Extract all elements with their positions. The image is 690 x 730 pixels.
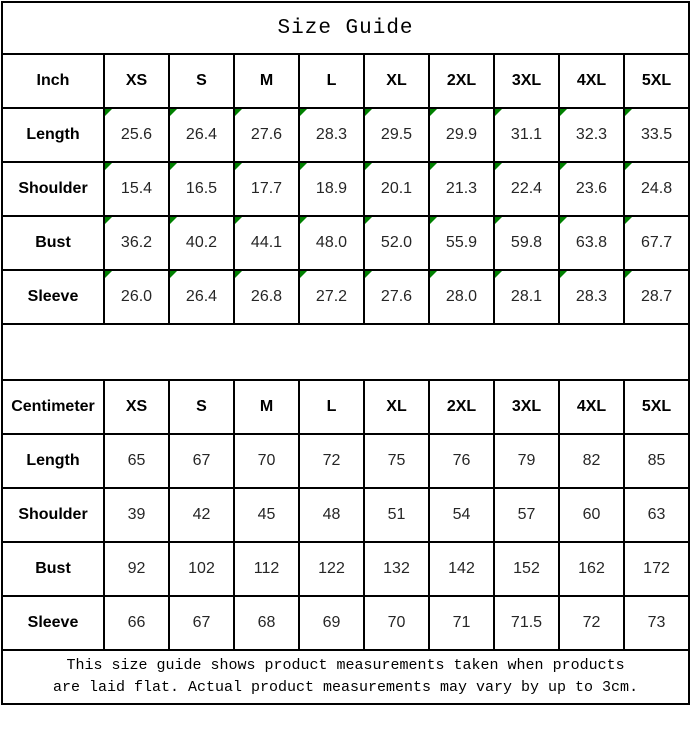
cell-corner-marker-icon [365, 163, 372, 170]
cm_table-value-shoulder-2xl: 54 [429, 488, 494, 542]
cm_table-value-length-xs: 65 [104, 434, 169, 488]
inch_table-size-header-l: L [299, 54, 364, 108]
inch_table-row-sleeve [2, 270, 689, 324]
inch_table-value-bust-xl: 52.0 [364, 216, 429, 270]
inch_table-size-header-xl: XL [364, 54, 429, 108]
cm_table-value-sleeve-xl: 70 [364, 596, 429, 650]
inch_table-value-length-l: 28.3 [299, 108, 364, 162]
inch_table-row-bust [2, 216, 689, 270]
cm_table-value-sleeve-m: 68 [234, 596, 299, 650]
footer-note [2, 650, 689, 704]
cm_table-value-length-l: 72 [299, 434, 364, 488]
inch_table-label-sleeve: Sleeve [2, 270, 104, 324]
cell-corner-marker-icon [170, 271, 177, 278]
cm_table-value-bust-s: 102 [169, 542, 234, 596]
inch_table-value-shoulder-2xl: 21.3 [429, 162, 494, 216]
inch_table-value-shoulder-xl: 20.1 [364, 162, 429, 216]
inch_table-header-row [2, 54, 689, 108]
cell-corner-marker-icon [625, 217, 632, 224]
cell-corner-marker-icon [235, 217, 242, 224]
cell-corner-marker-icon [365, 217, 372, 224]
size-guide-table [1, 1, 690, 705]
inch_table-size-header-4xl: 4XL [559, 54, 624, 108]
inch_table-value-bust-s: 40.2 [169, 216, 234, 270]
inch_table-value-length-m: 27.6 [234, 108, 299, 162]
inch_table-size-header-s: S [169, 54, 234, 108]
cell-corner-marker-icon [430, 163, 437, 170]
inch_table-value-shoulder-xs: 15.4 [104, 162, 169, 216]
inch_table-value-shoulder-s: 16.5 [169, 162, 234, 216]
inch_table-value-sleeve-2xl: 28.0 [429, 270, 494, 324]
cm_table-row-shoulder [2, 488, 689, 542]
cell-corner-marker-icon [365, 109, 372, 116]
inch_table-size-header-5xl: 5XL [624, 54, 689, 108]
cm_table-value-bust-2xl: 142 [429, 542, 494, 596]
cm_table-unit-header: Centimeter [2, 380, 104, 434]
cm_table-row-sleeve [2, 596, 689, 650]
inch_table-size-header-2xl: 2XL [429, 54, 494, 108]
cell-corner-marker-icon [625, 271, 632, 278]
inch_table-value-bust-xs: 36.2 [104, 216, 169, 270]
inch_table-value-sleeve-3xl: 28.1 [494, 270, 559, 324]
cm_table-value-sleeve-l: 69 [299, 596, 364, 650]
cm_table-value-shoulder-s: 42 [169, 488, 234, 542]
inch_table-value-shoulder-5xl: 24.8 [624, 162, 689, 216]
cm_table-value-shoulder-5xl: 63 [624, 488, 689, 542]
cm_table-value-shoulder-l: 48 [299, 488, 364, 542]
cell-corner-marker-icon [365, 271, 372, 278]
footer-row [2, 650, 689, 704]
inch_table-unit-header: Inch [2, 54, 104, 108]
cell-corner-marker-icon [495, 109, 502, 116]
cm_table-value-bust-xs: 92 [104, 542, 169, 596]
spacer-row [2, 324, 689, 380]
inch_table-value-sleeve-xs: 26.0 [104, 270, 169, 324]
cm_table-size-header-3xl: 3XL [494, 380, 559, 434]
cm_table-value-length-m: 70 [234, 434, 299, 488]
title-row [2, 2, 689, 54]
cell-corner-marker-icon [430, 109, 437, 116]
footer-note-line1: This size guide shows product measurements taken when products [66, 657, 625, 675]
cell-corner-marker-icon [170, 217, 177, 224]
cm_table-value-sleeve-s: 67 [169, 596, 234, 650]
inch_table-value-length-3xl: 31.1 [494, 108, 559, 162]
inch_table-value-length-2xl: 29.9 [429, 108, 494, 162]
cell-corner-marker-icon [235, 109, 242, 116]
cell-corner-marker-icon [560, 271, 567, 278]
cm_table-value-bust-3xl: 152 [494, 542, 559, 596]
cell-corner-marker-icon [105, 217, 112, 224]
inch_table-value-bust-2xl: 55.9 [429, 216, 494, 270]
cell-corner-marker-icon [560, 217, 567, 224]
inch_table-size-header-3xl: 3XL [494, 54, 559, 108]
cm_table-size-header-m: M [234, 380, 299, 434]
footer-note-line2: are laid flat. Actual product measurements may vary by up to 3cm. [52, 679, 639, 696]
cm_table-value-shoulder-4xl: 60 [559, 488, 624, 542]
cm_table-value-length-5xl: 85 [624, 434, 689, 488]
cm_table-value-shoulder-m: 45 [234, 488, 299, 542]
cm_table-value-bust-l: 122 [299, 542, 364, 596]
cell-corner-marker-icon [105, 271, 112, 278]
cm_table-value-sleeve-xs: 66 [104, 596, 169, 650]
inch_table-value-sleeve-s: 26.4 [169, 270, 234, 324]
cell-corner-marker-icon [170, 163, 177, 170]
cm_table-value-bust-4xl: 162 [559, 542, 624, 596]
cm_table-value-shoulder-xs: 39 [104, 488, 169, 542]
inch_table-size-header-m: M [234, 54, 299, 108]
cm_table-value-length-4xl: 82 [559, 434, 624, 488]
cm_table-value-length-2xl: 76 [429, 434, 494, 488]
cm_table-value-length-s: 67 [169, 434, 234, 488]
cell-corner-marker-icon [430, 271, 437, 278]
inch_table-value-bust-l: 48.0 [299, 216, 364, 270]
cell-corner-marker-icon [625, 109, 632, 116]
inch_table-value-length-xs: 25.6 [104, 108, 169, 162]
cell-corner-marker-icon [625, 163, 632, 170]
inch_table-value-sleeve-5xl: 28.7 [624, 270, 689, 324]
cm_table-value-sleeve-3xl: 71.5 [494, 596, 559, 650]
cell-corner-marker-icon [235, 271, 242, 278]
inch_table-value-sleeve-xl: 27.6 [364, 270, 429, 324]
cm_table-value-bust-5xl: 172 [624, 542, 689, 596]
cm_table-value-shoulder-xl: 51 [364, 488, 429, 542]
inch_table-value-shoulder-l: 18.9 [299, 162, 364, 216]
cell-corner-marker-icon [105, 109, 112, 116]
inch_table-label-bust: Bust [2, 216, 104, 270]
cm_table-value-sleeve-4xl: 72 [559, 596, 624, 650]
inch_table-value-length-5xl: 33.5 [624, 108, 689, 162]
cell-corner-marker-icon [300, 271, 307, 278]
cm_table-label-shoulder: Shoulder [2, 488, 104, 542]
cm_table-size-header-5xl: 5XL [624, 380, 689, 434]
cm_table-value-bust-xl: 132 [364, 542, 429, 596]
cm_table-size-header-xs: XS [104, 380, 169, 434]
inch_table-value-bust-4xl: 63.8 [559, 216, 624, 270]
cell-corner-marker-icon [430, 217, 437, 224]
cm-table-body [2, 380, 689, 650]
inch_table-value-sleeve-m: 26.8 [234, 270, 299, 324]
cell-corner-marker-icon [560, 163, 567, 170]
cell-corner-marker-icon [300, 109, 307, 116]
inch_table-value-shoulder-3xl: 22.4 [494, 162, 559, 216]
inch_table-label-shoulder: Shoulder [2, 162, 104, 216]
cm_table-value-length-xl: 75 [364, 434, 429, 488]
inch_table-value-bust-m: 44.1 [234, 216, 299, 270]
cell-corner-marker-icon [105, 163, 112, 170]
inch_table-value-bust-5xl: 67.7 [624, 216, 689, 270]
inch_table-value-sleeve-l: 27.2 [299, 270, 364, 324]
cm_table-value-bust-m: 112 [234, 542, 299, 596]
inch_table-row-length [2, 108, 689, 162]
cm_table-label-bust: Bust [2, 542, 104, 596]
cell-corner-marker-icon [495, 271, 502, 278]
cell-corner-marker-icon [560, 109, 567, 116]
cm_table-value-sleeve-2xl: 71 [429, 596, 494, 650]
inch_table-value-shoulder-4xl: 23.6 [559, 162, 624, 216]
cm_table-header-row [2, 380, 689, 434]
cm_table-value-length-3xl: 79 [494, 434, 559, 488]
cell-corner-marker-icon [300, 163, 307, 170]
cm_table-size-header-2xl: 2XL [429, 380, 494, 434]
cm_table-size-header-4xl: 4XL [559, 380, 624, 434]
inch_table-value-length-4xl: 32.3 [559, 108, 624, 162]
cm_table-label-sleeve: Sleeve [2, 596, 104, 650]
cm_table-value-sleeve-5xl: 73 [624, 596, 689, 650]
inch-table-body [2, 54, 689, 324]
cell-corner-marker-icon [495, 217, 502, 224]
page-title: Size Guide [2, 2, 689, 54]
inch_table-value-length-xl: 29.5 [364, 108, 429, 162]
cm_table-label-length: Length [2, 434, 104, 488]
cell-corner-marker-icon [495, 163, 502, 170]
inch_table-row-shoulder [2, 162, 689, 216]
inch_table-label-length: Length [2, 108, 104, 162]
cm_table-value-shoulder-3xl: 57 [494, 488, 559, 542]
spacer-cell [2, 324, 689, 380]
cm_table-row-length [2, 434, 689, 488]
inch_table-value-shoulder-m: 17.7 [234, 162, 299, 216]
cm_table-size-header-xl: XL [364, 380, 429, 434]
cell-corner-marker-icon [235, 163, 242, 170]
inch_table-value-length-s: 26.4 [169, 108, 234, 162]
inch_table-value-sleeve-4xl: 28.3 [559, 270, 624, 324]
inch_table-size-header-xs: XS [104, 54, 169, 108]
cm_table-size-header-s: S [169, 380, 234, 434]
cm_table-row-bust [2, 542, 689, 596]
cm_table-size-header-l: L [299, 380, 364, 434]
inch_table-value-bust-3xl: 59.8 [494, 216, 559, 270]
cell-corner-marker-icon [170, 109, 177, 116]
cell-corner-marker-icon [300, 217, 307, 224]
